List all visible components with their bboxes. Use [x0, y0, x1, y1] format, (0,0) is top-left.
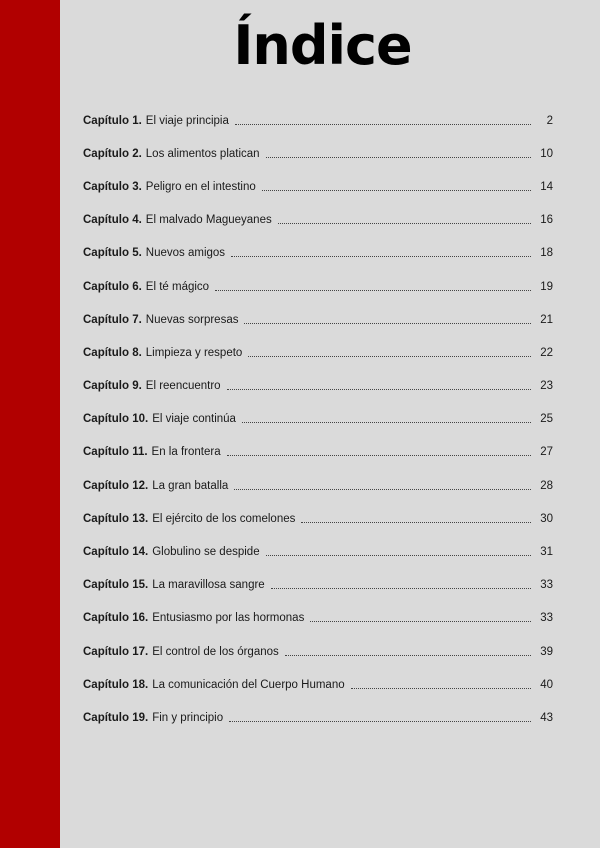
page-number: 30 — [540, 512, 553, 525]
chapter-title: El viaje continúa — [152, 413, 236, 426]
dot-leader — [301, 513, 531, 523]
toc-entry — [83, 270, 553, 303]
toc-entry — [83, 701, 553, 734]
page-number: 10 — [540, 147, 553, 160]
page-number: 27 — [540, 446, 553, 459]
chapter-number: Capítulo 4. — [83, 214, 142, 227]
chapter-title: Nuevos amigos — [145, 247, 226, 260]
chapter-number: Capítulo 9. — [83, 380, 142, 393]
page-number: 40 — [540, 678, 553, 691]
toc-entry — [83, 403, 553, 436]
page-title: Índice — [233, 14, 412, 77]
dot-leader — [248, 347, 531, 357]
page-number: 22 — [540, 346, 553, 359]
chapter-title: Fin y principio — [152, 711, 224, 724]
toc-entry — [83, 569, 553, 602]
dot-leader — [266, 546, 531, 556]
chapter-number: Capítulo 16. — [83, 612, 149, 625]
dot-leader — [234, 480, 531, 490]
page-number: 33 — [540, 579, 553, 592]
chapter-number: Capítulo 15. — [83, 579, 149, 592]
page-number: 31 — [540, 546, 553, 559]
chapter-number: Capítulo 10. — [83, 413, 149, 426]
table-of-contents — [83, 104, 553, 735]
page-number: 23 — [540, 380, 553, 393]
page-number: 25 — [540, 413, 553, 426]
dot-leader — [229, 712, 531, 722]
toc-entry — [83, 635, 553, 668]
chapter-number: Capítulo 5. — [83, 247, 142, 260]
page-number: 39 — [540, 645, 553, 658]
chapter-number: Capítulo 12. — [83, 479, 149, 492]
toc-entry — [83, 104, 553, 137]
toc-entry — [83, 602, 553, 635]
toc-entry — [83, 535, 553, 568]
red-side-bar — [0, 0, 60, 848]
toc-entry — [83, 370, 553, 403]
page-number: 16 — [540, 214, 553, 227]
chapter-title: Los alimentos platican — [145, 147, 260, 160]
chapter-title: La maravillosa sangre — [152, 579, 265, 592]
chapter-title: El viaje principia — [145, 114, 229, 127]
chapter-number: Capítulo 7. — [83, 313, 142, 326]
chapter-title: El reencuentro — [145, 380, 221, 393]
page-number: 28 — [540, 479, 553, 492]
chapter-title: La gran batalla — [152, 479, 229, 492]
toc-entry — [83, 237, 553, 270]
chapter-title: El malvado Magueyanes — [145, 214, 272, 227]
chapter-title: El té mágico — [145, 280, 210, 293]
chapter-number: Capítulo 6. — [83, 280, 142, 293]
chapter-title: Entusiasmo por las hormonas — [152, 612, 305, 625]
chapter-title: Nuevas sorpresas — [145, 313, 239, 326]
page-number: 14 — [540, 180, 553, 193]
dot-leader — [244, 314, 531, 324]
dot-leader — [266, 148, 531, 158]
dot-leader — [310, 612, 531, 622]
chapter-number: Capítulo 14. — [83, 546, 149, 559]
dot-leader — [235, 115, 531, 125]
chapter-title: En la frontera — [151, 446, 221, 459]
dot-leader — [271, 579, 531, 589]
toc-entry — [83, 336, 553, 369]
toc-entry — [83, 204, 553, 237]
chapter-title: Limpieza y respeto — [145, 346, 243, 359]
dot-leader — [215, 281, 531, 291]
toc-entry — [83, 469, 553, 502]
toc-entry — [83, 170, 553, 203]
chapter-title: La comunicación del Cuerpo Humano — [152, 678, 345, 691]
chapter-number: Capítulo 19. — [83, 711, 149, 724]
page-number: 33 — [540, 612, 553, 625]
chapter-number: Capítulo 13. — [83, 512, 149, 525]
page-number: 43 — [540, 711, 553, 724]
chapter-number: Capítulo 3. — [83, 180, 142, 193]
chapter-number: Capítulo 18. — [83, 678, 149, 691]
toc-entry — [83, 668, 553, 701]
dot-leader — [227, 446, 531, 456]
chapter-number: Capítulo 1. — [83, 114, 142, 127]
page-number: 19 — [540, 280, 553, 293]
chapter-title: El control de los órganos — [152, 645, 279, 658]
chapter-number: Capítulo 11. — [83, 446, 148, 459]
dot-leader — [227, 380, 531, 390]
dot-leader — [351, 679, 531, 689]
dot-leader — [285, 646, 531, 656]
dot-leader — [262, 181, 531, 191]
toc-entry — [83, 303, 553, 336]
dot-leader — [242, 413, 531, 423]
chapter-title: Peligro en el intestino — [145, 180, 256, 193]
toc-entry — [83, 436, 553, 469]
chapter-title: El ejército de los comelones — [152, 512, 296, 525]
dot-leader — [231, 247, 531, 257]
chapter-title: Globulino se despide — [152, 546, 260, 559]
chapter-number: Capítulo 17. — [83, 645, 149, 658]
chapter-number: Capítulo 2. — [83, 147, 142, 160]
toc-entry — [83, 502, 553, 535]
toc-entry — [83, 137, 553, 170]
dot-leader — [278, 214, 531, 224]
page-number: 2 — [546, 114, 553, 127]
page-number: 18 — [540, 247, 553, 260]
page-number: 21 — [540, 313, 553, 326]
chapter-number: Capítulo 8. — [83, 346, 142, 359]
